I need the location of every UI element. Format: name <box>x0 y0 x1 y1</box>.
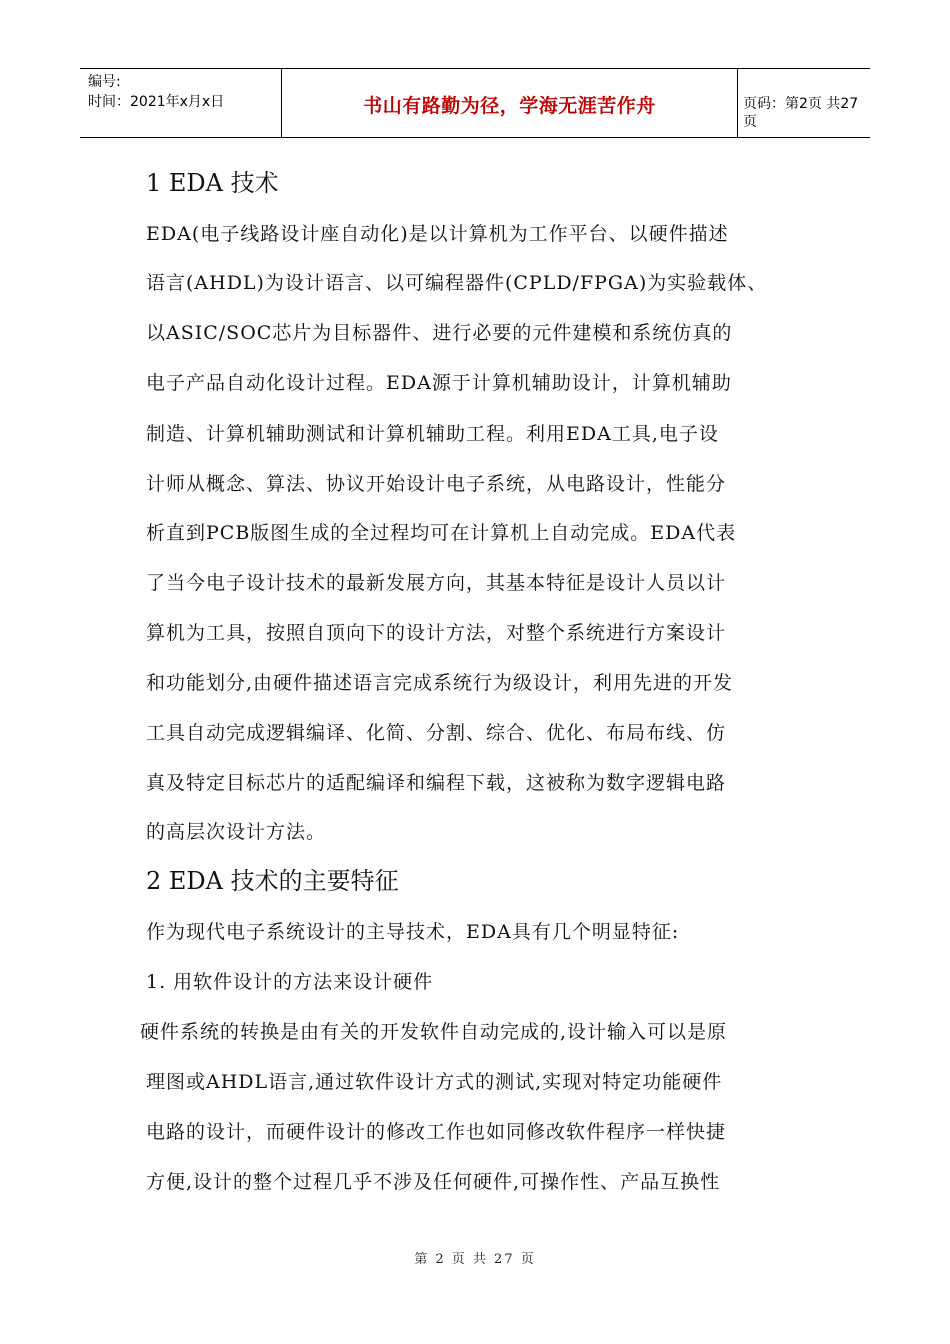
section-2-intro: 作为现代电子系统设计的主导技术，EDA具有几个明显特征: <box>146 921 680 943</box>
document-time-label: 时间：2021年x月x日 <box>88 94 225 110</box>
paragraph-line: 语言(AHDL)为设计语言、以可编程器件(CPLD/FPGA)为实验载体、 <box>146 272 768 294</box>
paragraph-line: 电路的设计，而硬件设计的修改工作也如同修改软件程序一样快捷 <box>146 1121 727 1143</box>
section-1-title: 1 EDA 技术 <box>146 169 279 197</box>
paragraph-line: 硬件系统的转换是由有关的开发软件自动完成的,设计输入可以是原 <box>140 1021 728 1043</box>
paragraph-line: 工具自动完成逻辑编译、化简、分割、综合、优化、布局布线、仿 <box>146 722 727 744</box>
document-number-label: 编号: <box>88 74 121 90</box>
header-info-cell <box>80 69 280 137</box>
paragraph-line: 电子产品自动化设计过程。EDA源于计算机辅助设计，计算机辅助 <box>146 372 732 394</box>
page-header <box>80 68 870 138</box>
section-2-title: 2 EDA 技术的主要特征 <box>146 867 399 895</box>
page-footer: 第 2 页 共 27 页 <box>414 1252 536 1267</box>
paragraph-line: 真及特定目标芯片的适配编译和编程下载，这被称为数字逻辑电路 <box>146 772 727 794</box>
header-motto-cell <box>281 69 738 137</box>
paragraph-line: 的高层次设计方法。 <box>146 821 327 843</box>
header-motto: 书山有路勤为径，学海无涯苦作舟 <box>363 95 656 117</box>
paragraph-line: 析直到PCB版图生成的全过程均可在计算机上自动完成。EDA代表 <box>146 522 737 544</box>
paragraph-line: 方便,设计的整个过程几乎不涉及任何硬件,可操作性、产品互换性 <box>146 1171 721 1193</box>
paragraph-line: 了当今电子设计技术的最新发展方向，其基本特征是设计人员以计 <box>146 572 727 594</box>
paragraph-line: 以ASIC/SOC芯片为目标器件、进行必要的元件建模和系统仿真的 <box>146 322 733 344</box>
paragraph-line: 制造、计算机辅助测试和计算机辅助工程。利用EDA工具,电子设 <box>146 423 719 445</box>
paragraph-line: EDA(电子线路设计座自动化)是以计算机为工作平台、以硬件描述 <box>146 223 729 245</box>
header-page-code: 页码：第2页 共27页 <box>743 96 859 130</box>
list-item-1-title: 1. 用软件设计的方法来设计硬件 <box>146 971 434 993</box>
paragraph-line: 理图或AHDL语言,通过软件设计方式的测试,实现对特定功能硬件 <box>146 1071 723 1093</box>
paragraph-line: 和功能划分,由硬件描述语言完成系统行为级设计，利用先进的开发 <box>146 672 734 694</box>
paragraph-line: 计师从概念、算法、协议开始设计电子系统，从电路设计，性能分 <box>146 473 727 495</box>
header-page-cell <box>737 69 870 137</box>
paragraph-line: 算机为工具，按照自顶向下的设计方法，对整个系统进行方案设计 <box>146 622 727 644</box>
